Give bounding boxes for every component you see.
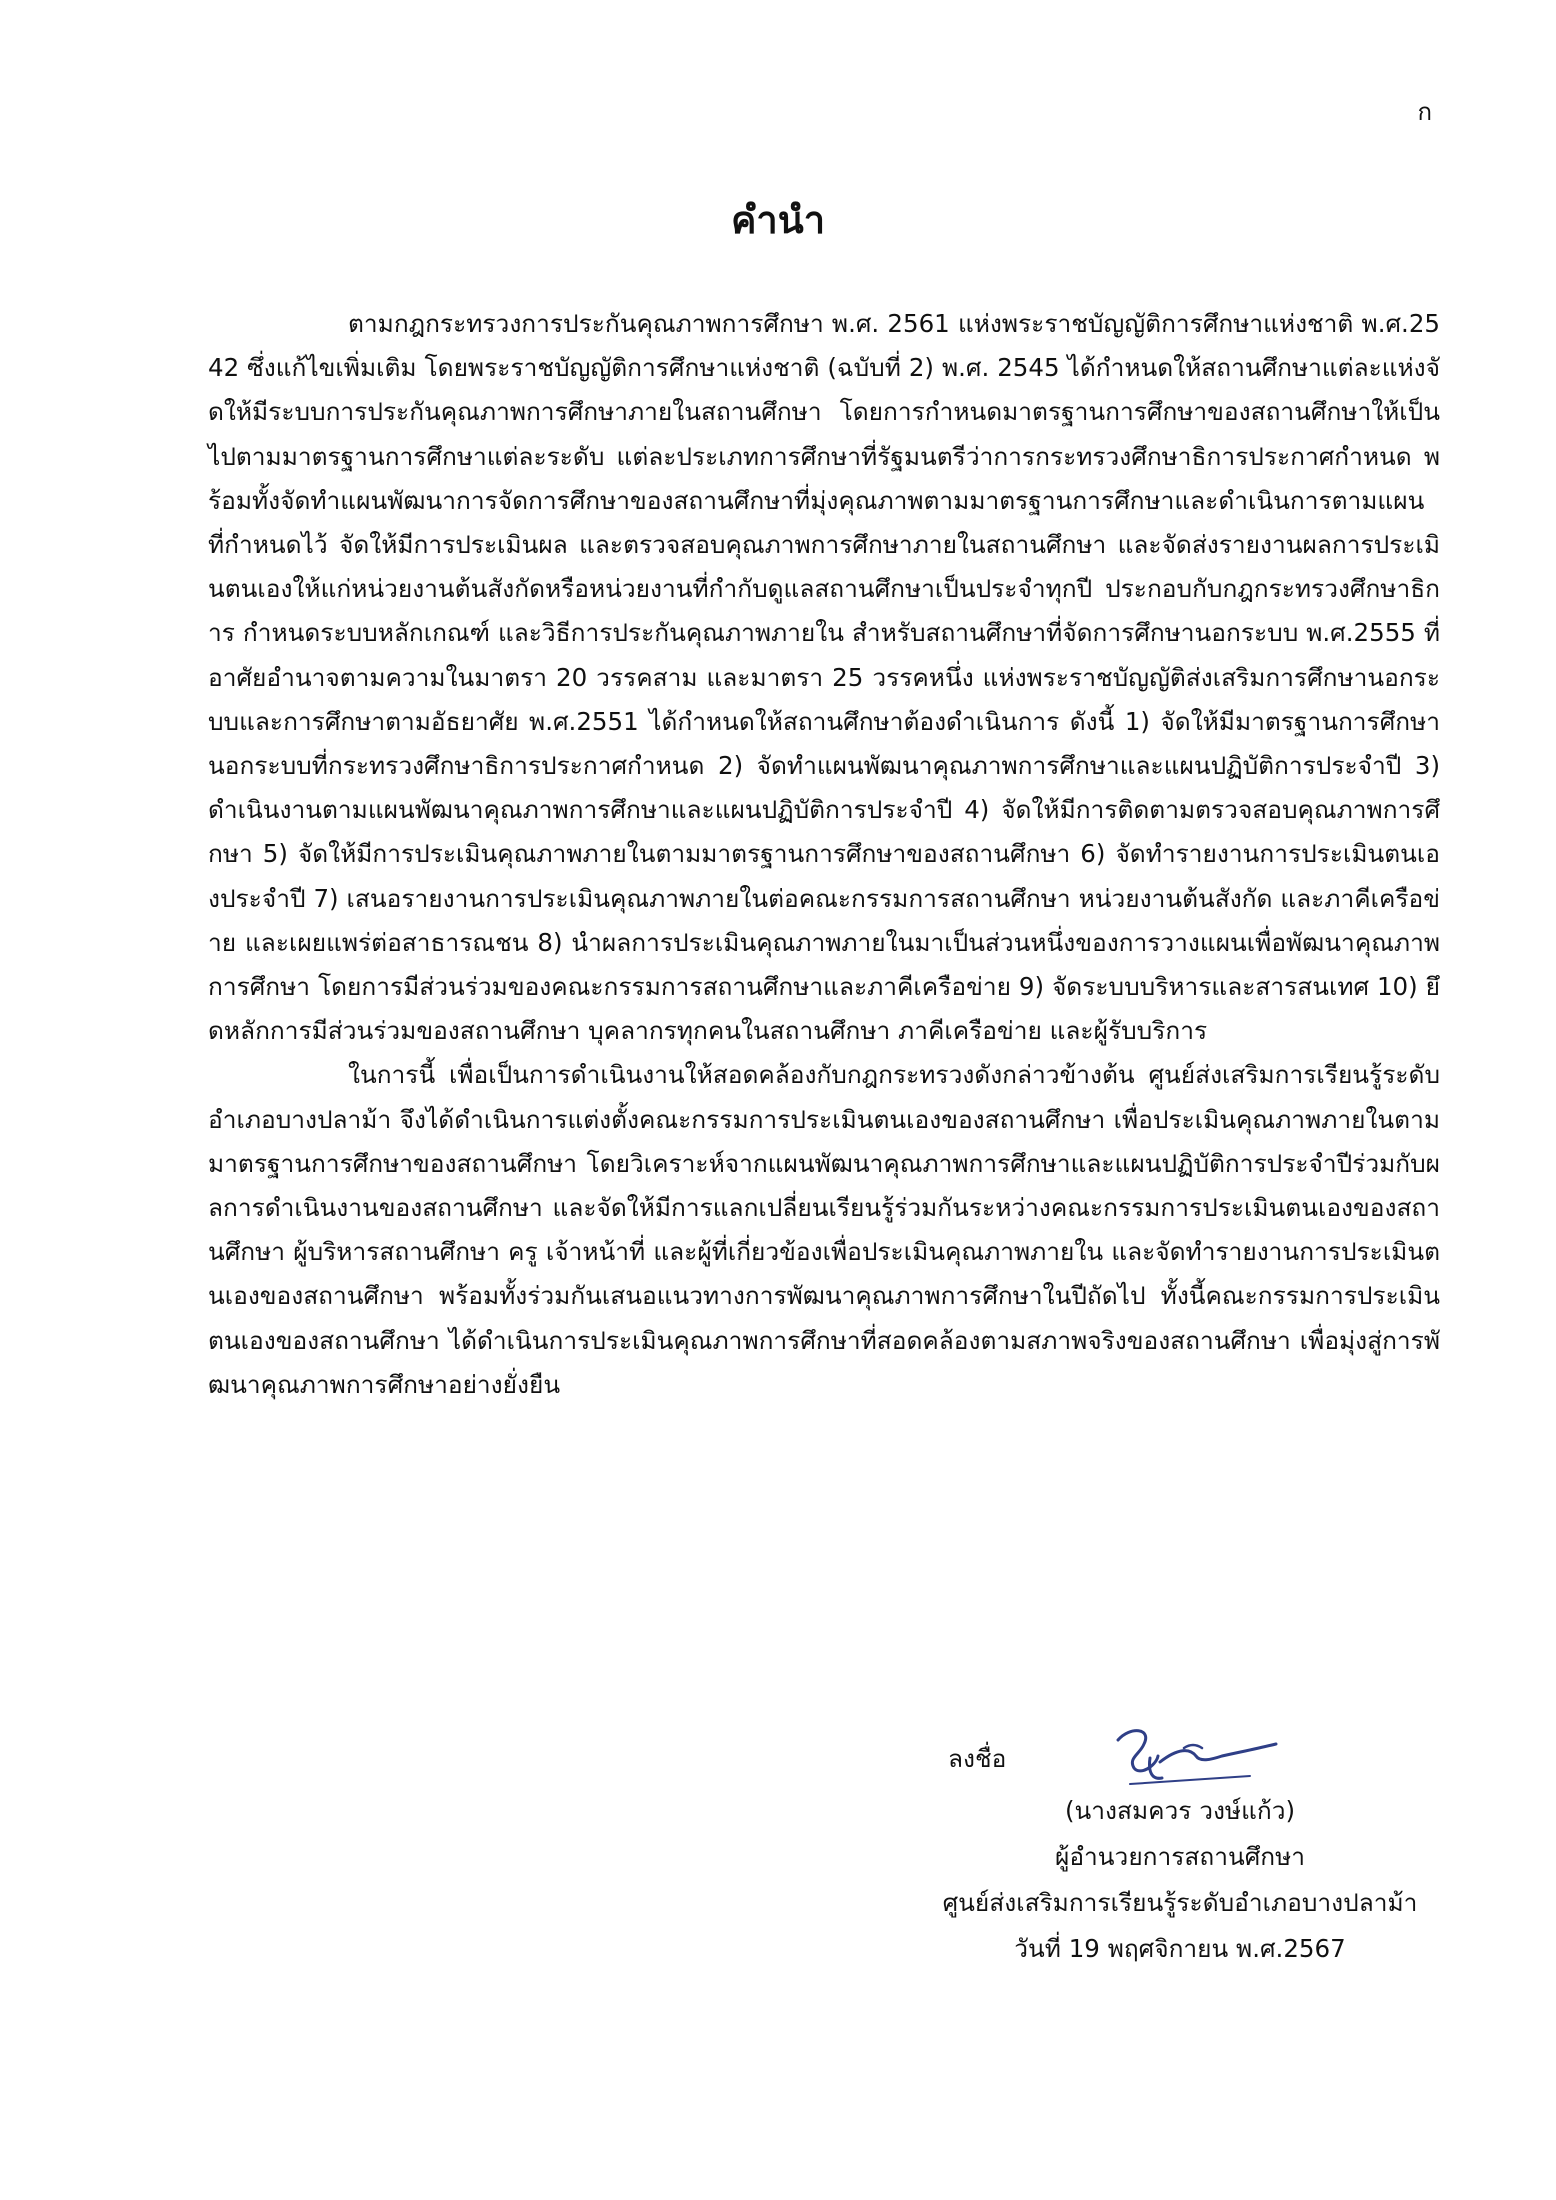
- handwritten-signature: [1100, 1718, 1280, 1798]
- signer-organization: ศูนย์ส่งเสริมการเรียนรู้ระดับอำเภอบางปลาม้า: [942, 1888, 1418, 1917]
- paragraph-2: ในการนี้ เพื่อเป็นการดำเนินงานให้สอดคล้องกับกฎกระทรวงดังกล่าวข้างต้น ศูนย์ส่งเสริมการเรียนรู้ระดับอำเภอบางปลาม้า จึงได้ดำเนินการแต่งตั้งคณะกรรมการประเมินตนเองของสถานศึกษา เพื่อประเมินคุณภาพภายในตามมาตรฐานการศึกษาของสถานศึกษา โดยวิเคราะห์จากแผนพัฒนาคุณภาพการศึกษาและแผนปฏิบัติการประจำปีร่วมกับผลการดำเนินงานของสถานศึกษา และจัดให้มีการแลกเปลี่ยนเรียนรู้ร่วมกันระหว่างคณะกรรมการประเมินตนเองของสถานศึกษา ผู้บริหารสถานศึกษา ครู เจ้าหน้าที่ และผู้ที่เกี่ยวข้องเพื่อประเมินคุณภาพภายใน และจัดทำรายงานการประเมินตนเองของสถานศึกษา พร้อมทั้งร่วมกันเสนอแนวทางการพัฒนาคุณภาพการศึกษาในปีถัดไป ทั้งนี้คณะกรรมการประเมินตนเองของสถานศึกษา ได้ดำเนินการประเมินคุณภาพการศึกษาที่สอดคล้องตามสภาพจริงของสถานศึกษา เพื่อมุ่งสู่การพัฒนาคุณภาพการศึกษาอย่างยั่งยืน: [208, 1060, 1440, 1399]
- preface-body: [208, 302, 1440, 1407]
- signature-block: [900, 1728, 1460, 1972]
- paragraph-1: ตามกฎกระทรวงการประกันคุณภาพการศึกษา พ.ศ. 2561 แห่งพระราชบัญญัติการศึกษาแห่งชาติ พ.ศ.2542 ซึ่งแก้ไขเพิ่มเติม โดยพระราชบัญญัติการศึกษาแห่งชาติ (ฉบับที่ 2) พ.ศ. 2545 ได้กำหนดให้สถานศึกษาแต่ละแห่งจัดให้มีระบบการประกันคุณภาพการศึกษาภายในสถานศึกษา โดยการกำหนดมาตรฐานการศึกษาของสถานศึกษาให้เป็นไปตามมาตรฐานการศึกษาแต่ละระดับ แต่ละประเภทการศึกษาที่รัฐมนตรีว่าการกระทรวงศึกษาธิการประกาศกำหนด พร้อมทั้งจัดทำแผนพัฒนาการจัดการศึกษาของสถานศึกษาที่มุ่งคุณภาพตามมาตรฐานการศึกษาและดำเนินการตามแผนที่กำหนดไว้ จัดให้มีการประเมินผล และตรวจสอบคุณภาพการศึกษาภายในสถานศึกษา และจัดส่งรายงานผลการประเมินตนเองให้แก่หน่วยงานต้นสังกัดหรือหน่วยงานที่กำกับดูแลสถานศึกษาเป็นประจำทุกปี ประกอบกับกฎกระทรวงศึกษาธิการ กำหนดระบบหลักเกณฑ์ และวิธีการประกันคุณภาพภายใน สำหรับสถานศึกษาที่จัดการศึกษานอกระบบ พ.ศ.2555 ที่อาศัยอำนาจตามความในมาตรา 20 วรรคสาม และมาตรา 25 วรรคหนึ่ง แห่งพระราชบัญญัติส่งเสริมการศึกษานอกระบบและการศึกษาตามอัธยาศัย พ.ศ.2551 ได้กำหนดให้สถานศึกษาต้องดำเนินการ ดังนี้ 1) จัดให้มีมาตรฐานการศึกษานอกระบบที่กระทรวงศึกษาธิการประกาศกำหนด 2) จัดทำแผนพัฒนาคุณภาพการศึกษาและแผนปฏิบัติการประจำปี 3) ดำเนินงานตามแผนพัฒนาคุณภาพการศึกษาและแผนปฏิบัติการประจำปี 4) จัดให้มีการติดตามตรวจสอบคุณภาพการศึกษา 5) จัดให้มีการประเมินคุณภาพภายในตามมาตรฐานการศึกษาของสถานศึกษา 6) จัดทำรายงานการประเมินตนเองประจำปี 7) เสนอรายงานการประเมินคุณภาพภายในต่อคณะกรรมการสถานศึกษา หน่วยงานต้นสังกัด และภาคีเครือข่าย และเผยแพร่ต่อสาธารณชน 8) นำผลการประเมินคุณภาพภายในมาเป็นส่วนหนึ่งของการวางแผนเพื่อพัฒนาคุณภาพการศึกษา โดยการมีส่วนร่วมของคณะกรรมการสถานศึกษาและภาคีเครือข่าย 9) จัดระบบบริหารและสารสนเทศ 10) ยึดหลักการมีส่วนร่วมของสถานศึกษา บุคลากรทุกคนในสถานศึกษา ภาคีเครือข่าย และผู้รับบริการ: [208, 309, 1440, 1046]
- page-number: ก: [1417, 98, 1432, 126]
- sign-row: [900, 1728, 1460, 1788]
- signer-position: ผู้อำนวยการสถานศึกษา: [1054, 1842, 1306, 1871]
- signer-name: (นางสมควร วงษ์แก้ว): [1064, 1796, 1296, 1825]
- signature-date: วันที่ 19 พฤศจิกายน พ.ศ.2567: [1014, 1934, 1346, 1963]
- page-title: คำนำ: [730, 198, 826, 242]
- sign-label: ลงชื่อ: [948, 1744, 1007, 1773]
